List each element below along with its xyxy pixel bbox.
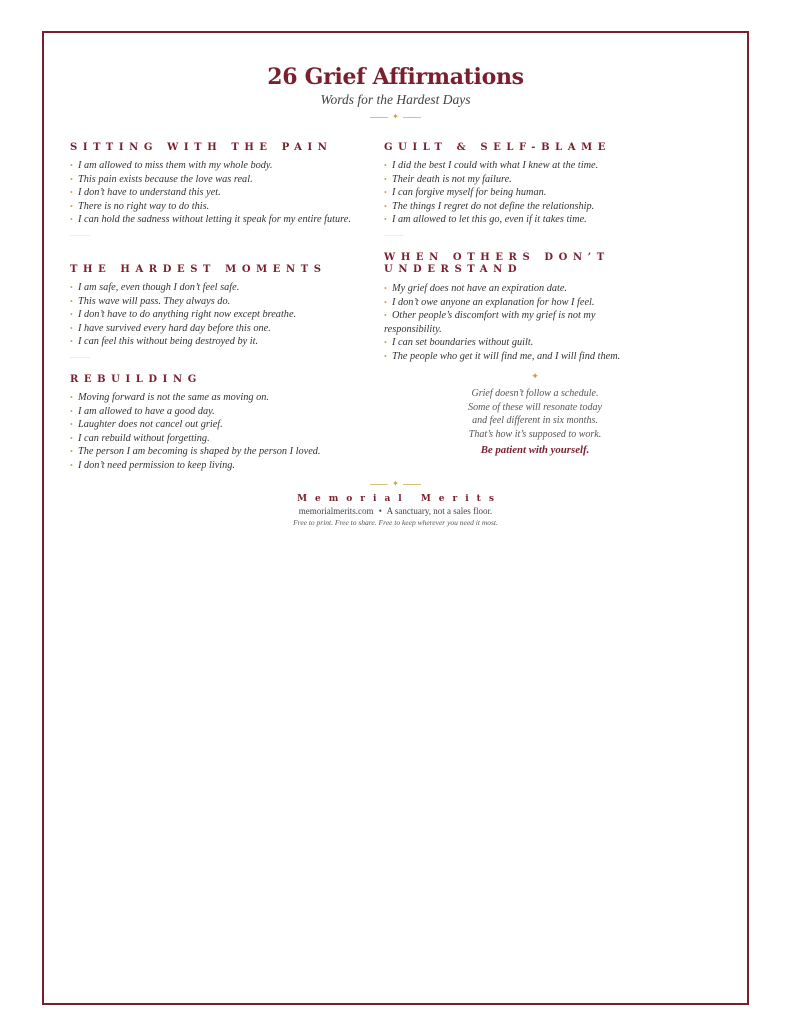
affirmation-item bbox=[70, 335, 370, 349]
closing-note-line: and feel different in six months. bbox=[472, 415, 598, 427]
affirmation-item bbox=[70, 445, 370, 459]
bullet-icon: • bbox=[70, 296, 73, 306]
bullet-icon: • bbox=[70, 406, 73, 416]
bullet-icon: • bbox=[70, 337, 73, 347]
affirmation-text: I did the best I could with what I knew at the time. bbox=[392, 160, 599, 171]
star-ornament-icon: ✦ bbox=[392, 112, 399, 121]
section-the-hardest-moments bbox=[70, 264, 370, 358]
affirmation-text: The people who get it will find me, and I will find them. bbox=[392, 350, 621, 362]
affirmation-list bbox=[384, 159, 684, 227]
divider-line bbox=[403, 117, 421, 118]
tagline-text: A sanctuary, not a sales floor. bbox=[386, 506, 493, 516]
affirmation-text: I don’t need permission to keep living. bbox=[78, 459, 235, 471]
affirmation-item bbox=[384, 173, 684, 187]
affirmation-text: I don’t have to understand this yet. bbox=[78, 187, 221, 199]
bullet-icon: • bbox=[70, 283, 73, 292]
affirmation-text: The person I am becoming is shaped by the person I loved. bbox=[78, 446, 321, 458]
affirmation-text: I can feel this without being destroyed by it. bbox=[78, 336, 259, 348]
closing-note-line: That’s how it’s supposed to work. bbox=[468, 428, 602, 440]
affirmation-item bbox=[384, 336, 644, 350]
bullet-icon: • bbox=[70, 174, 73, 184]
footer-divider bbox=[0, 479, 791, 489]
affirmation-item bbox=[384, 186, 684, 200]
star-ornament-icon: ✦ bbox=[392, 479, 399, 488]
right-column bbox=[384, 282, 644, 364]
bullet-icon: • bbox=[70, 393, 73, 402]
affirmation-text: I am safe, even though I don’t feel safe. bbox=[78, 282, 240, 293]
bullet-icon: • bbox=[70, 161, 73, 170]
affirmation-text: Their death is not my failure. bbox=[392, 173, 512, 185]
affirmation-item bbox=[70, 281, 370, 295]
bullet-icon: • bbox=[70, 323, 73, 333]
affirmation-item bbox=[384, 159, 684, 173]
divider-line bbox=[370, 484, 388, 485]
affirmation-item bbox=[384, 213, 684, 227]
closing-note-line: Some of these will resonate today bbox=[468, 401, 602, 413]
bullet-icon: • bbox=[70, 201, 73, 211]
section-divider bbox=[70, 357, 90, 358]
star-ornament-icon: ✦ bbox=[531, 372, 539, 382]
bullet-icon: • bbox=[384, 201, 387, 211]
affirmation-item bbox=[70, 432, 370, 446]
section-rebuilding bbox=[70, 374, 370, 473]
bullet-icon: • bbox=[384, 311, 387, 321]
left-column bbox=[70, 374, 370, 473]
affirmation-item bbox=[384, 309, 644, 336]
affirmation-text: I have survived every hard day before this one. bbox=[78, 322, 271, 334]
bullet-icon: • bbox=[70, 310, 73, 320]
bullet-icon: • bbox=[70, 188, 73, 198]
separator-dot: • bbox=[378, 506, 382, 516]
closing-note-emphasis: Be patient with yourself. bbox=[480, 444, 590, 457]
bullet-icon: • bbox=[384, 161, 387, 170]
bullet-icon: • bbox=[384, 188, 387, 198]
affirmation-text: This wave will pass. They always do. bbox=[78, 295, 231, 307]
affirmation-text: The things I regret do not define the relationship. bbox=[392, 200, 595, 212]
affirmation-text: My grief does not have an expiration date. bbox=[392, 283, 568, 294]
affirmation-text: Laughter does not cancel out grief. bbox=[78, 419, 223, 431]
section-divider bbox=[70, 235, 90, 236]
footer-tagline bbox=[0, 506, 791, 517]
document-title: 26 Grief Affirmations bbox=[267, 64, 524, 90]
left-column bbox=[70, 142, 370, 236]
section-heading: WHEN OTHERS DON’T UNDERSTAND bbox=[384, 252, 610, 275]
affirmation-item bbox=[70, 459, 370, 473]
website-link[interactable]: memorialmerits.com bbox=[298, 506, 374, 516]
bullet-icon: • bbox=[70, 215, 73, 225]
affirmation-item bbox=[384, 282, 644, 296]
affirmation-item bbox=[70, 213, 370, 227]
affirmation-item bbox=[384, 350, 644, 364]
affirmation-text: I can forgive myself for being human. bbox=[392, 187, 547, 199]
document-header bbox=[0, 63, 791, 122]
affirmation-item bbox=[384, 296, 644, 310]
bullet-icon: • bbox=[70, 460, 73, 470]
affirmation-text: I don’t owe anyone an explanation for how I feel. bbox=[392, 296, 595, 308]
bullet-icon: • bbox=[70, 433, 73, 443]
header-divider bbox=[0, 112, 791, 122]
closing-note bbox=[420, 371, 650, 458]
affirmation-list bbox=[384, 282, 644, 364]
affirmation-text: I am allowed to have a good day. bbox=[78, 405, 215, 417]
bullet-icon: • bbox=[384, 338, 387, 348]
affirmation-list bbox=[70, 281, 370, 349]
section-sitting-with-the-pain bbox=[70, 142, 370, 236]
divider-line bbox=[403, 484, 421, 485]
affirmation-item bbox=[70, 173, 370, 187]
affirmation-item bbox=[70, 405, 370, 419]
affirmation-item bbox=[70, 186, 370, 200]
affirmation-text: I can rebuild without forgetting. bbox=[78, 432, 210, 444]
affirmation-item bbox=[70, 322, 370, 336]
section-divider bbox=[384, 235, 404, 236]
section-heading: SITTING WITH THE PAIN bbox=[70, 142, 333, 153]
bullet-icon: • bbox=[70, 447, 73, 457]
affirmation-text: This pain exists because the love was real. bbox=[78, 173, 253, 185]
affirmation-list bbox=[70, 391, 370, 473]
bullet-icon: • bbox=[70, 420, 73, 430]
affirmation-text: There is no right way to do this. bbox=[78, 200, 210, 212]
document-footer bbox=[0, 479, 791, 528]
bullet-icon: • bbox=[384, 297, 387, 307]
bullet-icon: • bbox=[384, 351, 387, 361]
affirmation-text: I can hold the sadness without letting it speak for my entire future. bbox=[78, 214, 351, 226]
affirmation-text: Moving forward is not the same as moving on. bbox=[78, 392, 269, 403]
right-column bbox=[384, 142, 684, 236]
section-heading: GUILT & SELF-BLAME bbox=[384, 142, 611, 153]
affirmation-item bbox=[70, 308, 370, 322]
section-when-others-dont-understand bbox=[384, 252, 634, 276]
section-heading: THE HARDEST MOMENTS bbox=[70, 264, 327, 275]
affirmation-text: Other people’s discomfort with my grief is not my responsibility. bbox=[384, 310, 596, 335]
affirmation-text: I am allowed to miss them with my whole body. bbox=[78, 160, 273, 171]
closing-note-line: Grief doesn’t follow a schedule. bbox=[471, 388, 599, 399]
document-subtitle: Words for the Hardest Days bbox=[320, 92, 471, 107]
affirmation-text: I can set boundaries without guilt. bbox=[392, 337, 534, 349]
affirmation-item bbox=[384, 200, 684, 214]
affirmation-text: I don’t have to do anything right now except breathe. bbox=[78, 309, 297, 321]
left-column bbox=[70, 264, 370, 358]
affirmation-list bbox=[70, 159, 370, 227]
free-to-share-note: Free to print. Free to share. Free to keep wherever you need it most. bbox=[293, 518, 498, 527]
affirmation-item bbox=[70, 295, 370, 309]
bullet-icon: • bbox=[384, 174, 387, 184]
divider-line bbox=[370, 117, 388, 118]
affirmation-item bbox=[70, 159, 370, 173]
affirmation-text: I am allowed to let this go, even if it takes time. bbox=[392, 214, 587, 226]
affirmation-item bbox=[70, 418, 370, 432]
bullet-icon: • bbox=[384, 284, 387, 293]
affirmation-item bbox=[70, 200, 370, 214]
right-column bbox=[384, 252, 634, 281]
bullet-icon: • bbox=[384, 215, 387, 225]
brand-name: Memorial Merits bbox=[297, 494, 502, 504]
section-guilt-and-self-blame bbox=[384, 142, 684, 236]
section-heading: REBUILDING bbox=[70, 374, 202, 385]
affirmation-item bbox=[70, 391, 370, 405]
